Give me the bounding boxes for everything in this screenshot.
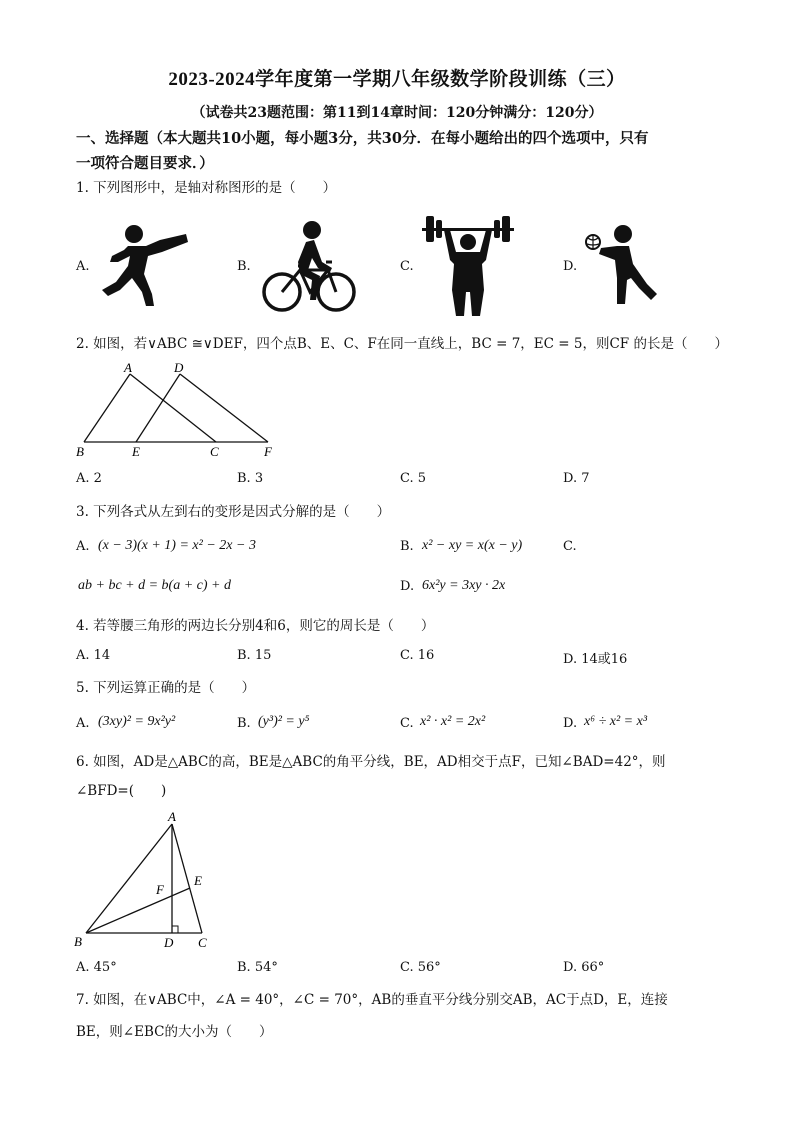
q6-option-b: B. 54°: [237, 960, 278, 975]
q6-stem-line-1: 6. 如图，AD是△ABC的高，BE是△ABC的角平分线，BE，AD相交于点F，已知∠BAD=42°，则: [76, 754, 666, 770]
q5-option-b-label: B.: [237, 716, 251, 731]
q3-option-d: 6x²y = 3xy · 2x: [422, 578, 506, 593]
label-e: E: [194, 873, 202, 888]
section-line-2: 一项符合题目要求．）: [76, 155, 214, 172]
q3-option-a: (x − 3)(x + 1) = x² − 2x − 3: [98, 538, 256, 553]
q4-option-d: D. 14或16: [563, 652, 628, 667]
q1-option-d: D.: [563, 259, 578, 274]
q6-option-d: D. 66°: [563, 960, 605, 975]
label-d: D: [164, 935, 174, 950]
q6-option-a: A. 45°: [76, 960, 117, 975]
label-f: F: [264, 444, 272, 459]
q3-option-b-label: B.: [400, 539, 414, 554]
q1-option-b: B.: [237, 259, 251, 274]
q2-option-d: D. 7: [563, 471, 590, 486]
q1-stem: 1. 下列图形中，是轴对称图形的是（ ）: [76, 180, 337, 196]
q5-option-b: (y³)² = y⁵: [258, 714, 310, 729]
q4-option-a: A. 14: [76, 648, 111, 663]
q5-option-a: (3xy)² = 9x²y²: [98, 714, 176, 729]
q2-option-b: B. 3: [237, 471, 264, 486]
q3-option-c: ab + bc + d = b(a + c) + d: [78, 578, 231, 593]
q6-triangle-figure: [70, 808, 220, 954]
q7-stem-line-1: 7. 如图，在∨ABC中，∠A = 40°，∠C = 70°，AB的垂直平分线分别交AB，AC于点D，E，连接: [76, 992, 668, 1008]
q6-stem-line-2: ∠BFD=( ): [76, 783, 167, 799]
label-b: B: [74, 934, 82, 949]
q4-stem: 4. 若等腰三角形的两边长分别4和6，则它的周长是（ ）: [76, 618, 435, 634]
q1-option-c: C.: [400, 259, 414, 274]
label-c: C: [198, 935, 207, 950]
q5-option-a-label: A.: [76, 716, 90, 731]
q2-option-a: A. 2: [76, 471, 102, 486]
q2-triangle-figure: [70, 360, 290, 460]
section-heading: [76, 126, 726, 176]
label-d: D: [174, 360, 184, 375]
q3-option-d-label: D.: [400, 579, 415, 594]
q5-option-d: x⁶ ÷ x² = x³: [584, 714, 648, 729]
q3-option-b: x² − xy = x(x − y): [422, 538, 523, 553]
section-line-1: 一、选择题（本大题共10小题，每小题3分，共30分．在每小题给出的四个选项中，只有: [76, 130, 649, 147]
q3-option-c-label: C.: [563, 539, 577, 554]
exam-info: （试卷共23题范围：第11到14章时间：120分钟满分：120分）: [191, 105, 603, 121]
q5-option-c-label: C.: [400, 716, 414, 731]
q4-option-b: B. 15: [237, 648, 272, 663]
q1-option-a: A.: [76, 259, 90, 274]
q4-option-c: C. 16: [400, 648, 435, 663]
q5-stem: 5. 下列运算正确的是（ ）: [76, 680, 256, 696]
weightlifter-figure-icon: [422, 212, 514, 316]
label-b: B: [76, 444, 84, 459]
label-c: C: [210, 444, 219, 459]
q6-option-c: C. 56°: [400, 960, 441, 975]
q7-stem-line-2: BE，则∠EBC的大小为（ ）: [76, 1024, 273, 1040]
q3-stem: 3. 下列各式从左到右的变形是因式分解的是（ ）: [76, 504, 391, 520]
cyclist-figure-icon: [262, 218, 358, 312]
q2-stem: 2. 如图，若∨ABC ≅∨DEF，四个点B、E、C、F在同一直线上，BC = 7，EC = 5，则CF 的长是（ ）: [76, 336, 728, 352]
q3-option-a-label: A.: [76, 539, 90, 554]
q5-option-c: x² · x² = 2x²: [420, 714, 486, 729]
q5-option-d-label: D.: [563, 716, 578, 731]
label-e: E: [132, 444, 140, 459]
q2-option-c: C. 5: [400, 471, 427, 486]
runner-figure-icon: [100, 222, 190, 306]
page-title: 2023-2024学年度第一学期八年级数学阶段训练（三）: [168, 69, 626, 90]
label-a: A: [168, 809, 176, 824]
volleyball-player-figure-icon: [585, 224, 661, 308]
label-a: A: [124, 360, 132, 375]
label-f: F: [156, 882, 164, 897]
